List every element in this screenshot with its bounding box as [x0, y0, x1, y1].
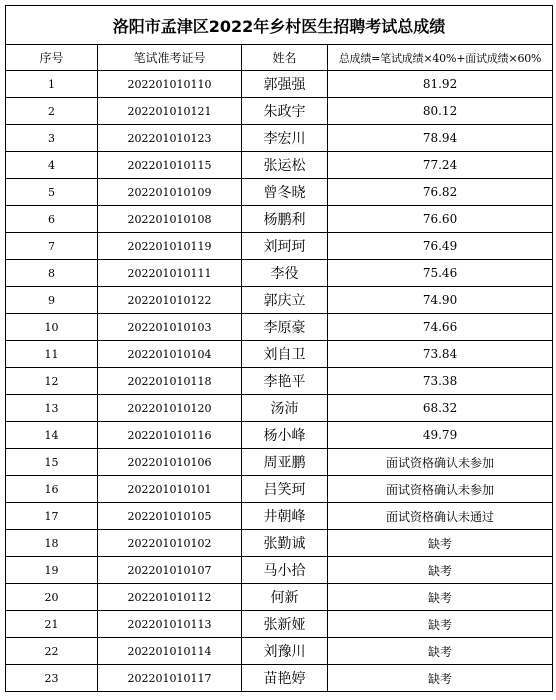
candidate-name: 曾冬晓: [242, 179, 328, 206]
row-number: 1: [6, 71, 98, 98]
ticket-number: 202201010104: [98, 341, 242, 368]
candidate-name: 周亚鹏: [242, 449, 328, 476]
ticket-number: 202201010103: [98, 314, 242, 341]
header-row: [6, 45, 553, 71]
row-number: 22: [6, 638, 98, 665]
row-number: 14: [6, 422, 98, 449]
table-row: [6, 476, 553, 503]
row-number: 19: [6, 557, 98, 584]
table-row: [6, 341, 553, 368]
row-number: 21: [6, 611, 98, 638]
ticket-number: 202201010107: [98, 557, 242, 584]
total-score: 76.60: [328, 206, 553, 233]
header-name: 姓名: [242, 45, 328, 71]
row-number: 23: [6, 665, 98, 692]
total-score: 缺考: [328, 638, 553, 665]
candidate-name: 吕笑珂: [242, 476, 328, 503]
total-score: 75.46: [328, 260, 553, 287]
table-title: 洛阳市孟津区2022年乡村医生招聘考试总成绩: [6, 6, 553, 45]
total-score: 81.92: [328, 71, 553, 98]
table-row: [6, 665, 553, 692]
candidate-name: 郭强强: [242, 71, 328, 98]
row-number: 5: [6, 179, 98, 206]
candidate-name: 井朝峰: [242, 503, 328, 530]
candidate-name: 刘珂珂: [242, 233, 328, 260]
total-score: 73.84: [328, 341, 553, 368]
ticket-number: 202201010110: [98, 71, 242, 98]
table-row: [6, 233, 553, 260]
total-score: 面试资格确认未参加: [328, 449, 553, 476]
total-score: 68.32: [328, 395, 553, 422]
candidate-name: 汤沛: [242, 395, 328, 422]
ticket-number: 202201010120: [98, 395, 242, 422]
ticket-number: 202201010112: [98, 584, 242, 611]
total-score: 面试资格确认未参加: [328, 476, 553, 503]
row-number: 11: [6, 341, 98, 368]
candidate-name: 张新娅: [242, 611, 328, 638]
table-row: [6, 638, 553, 665]
candidate-name: 马小拾: [242, 557, 328, 584]
candidate-name: 杨鹏利: [242, 206, 328, 233]
table-row: [6, 260, 553, 287]
table-row: [6, 584, 553, 611]
row-number: 15: [6, 449, 98, 476]
table-row: [6, 530, 553, 557]
total-score: 缺考: [328, 557, 553, 584]
total-score: 缺考: [328, 611, 553, 638]
candidate-name: 张运松: [242, 152, 328, 179]
ticket-number: 202201010123: [98, 125, 242, 152]
table-row: [6, 71, 553, 98]
row-number: 9: [6, 287, 98, 314]
candidate-name: 李役: [242, 260, 328, 287]
table-row: [6, 395, 553, 422]
candidate-name: 刘豫川: [242, 638, 328, 665]
ticket-number: 202201010122: [98, 287, 242, 314]
ticket-number: 202201010102: [98, 530, 242, 557]
total-score: 77.24: [328, 152, 553, 179]
row-number: 20: [6, 584, 98, 611]
table-body: [6, 71, 553, 692]
row-number: 12: [6, 368, 98, 395]
table-row: [6, 98, 553, 125]
table-row: [6, 206, 553, 233]
header-no: 序号: [6, 45, 98, 71]
candidate-name: 杨小峰: [242, 422, 328, 449]
row-number: 17: [6, 503, 98, 530]
title-row: [6, 6, 553, 45]
total-score: 76.49: [328, 233, 553, 260]
row-number: 7: [6, 233, 98, 260]
total-score: 面试资格确认未通过: [328, 503, 553, 530]
header-ticket: 笔试准考证号: [98, 45, 242, 71]
table-row: [6, 557, 553, 584]
table-row: [6, 503, 553, 530]
header-score: 总成绩=笔试成绩×40%+面试成绩×60%: [328, 45, 553, 71]
row-number: 2: [6, 98, 98, 125]
candidate-name: 李原豪: [242, 314, 328, 341]
ticket-number: 202201010117: [98, 665, 242, 692]
candidate-name: 张勤诚: [242, 530, 328, 557]
ticket-number: 202201010121: [98, 98, 242, 125]
candidate-name: 郭庆立: [242, 287, 328, 314]
table-row: [6, 125, 553, 152]
row-number: 10: [6, 314, 98, 341]
total-score: 49.79: [328, 422, 553, 449]
candidate-name: 李宏川: [242, 125, 328, 152]
table-row: [6, 287, 553, 314]
total-score: 缺考: [328, 530, 553, 557]
ticket-number: 202201010111: [98, 260, 242, 287]
ticket-number: 202201010109: [98, 179, 242, 206]
row-number: 4: [6, 152, 98, 179]
ticket-number: 202201010101: [98, 476, 242, 503]
ticket-number: 202201010116: [98, 422, 242, 449]
ticket-number: 202201010106: [98, 449, 242, 476]
table-row: [6, 422, 553, 449]
total-score: 缺考: [328, 584, 553, 611]
candidate-name: 朱政宇: [242, 98, 328, 125]
row-number: 3: [6, 125, 98, 152]
total-score: 74.90: [328, 287, 553, 314]
row-number: 16: [6, 476, 98, 503]
table-row: [6, 179, 553, 206]
table-row: [6, 314, 553, 341]
row-number: 6: [6, 206, 98, 233]
candidate-name: 苗艳婷: [242, 665, 328, 692]
ticket-number: 202201010118: [98, 368, 242, 395]
total-score: 缺考: [328, 665, 553, 692]
row-number: 8: [6, 260, 98, 287]
total-score: 78.94: [328, 125, 553, 152]
table-row: [6, 449, 553, 476]
total-score: 73.38: [328, 368, 553, 395]
total-score: 74.66: [328, 314, 553, 341]
row-number: 13: [6, 395, 98, 422]
candidate-name: 刘自卫: [242, 341, 328, 368]
candidate-name: 何新: [242, 584, 328, 611]
ticket-number: 202201010114: [98, 638, 242, 665]
table-row: [6, 368, 553, 395]
ticket-number: 202201010115: [98, 152, 242, 179]
row-number: 18: [6, 530, 98, 557]
ticket-number: 202201010113: [98, 611, 242, 638]
table-row: [6, 611, 553, 638]
candidate-name: 李艳平: [242, 368, 328, 395]
total-score: 76.82: [328, 179, 553, 206]
score-table: [5, 5, 553, 692]
ticket-number: 202201010105: [98, 503, 242, 530]
ticket-number: 202201010119: [98, 233, 242, 260]
table-row: [6, 152, 553, 179]
total-score: 80.12: [328, 98, 553, 125]
ticket-number: 202201010108: [98, 206, 242, 233]
